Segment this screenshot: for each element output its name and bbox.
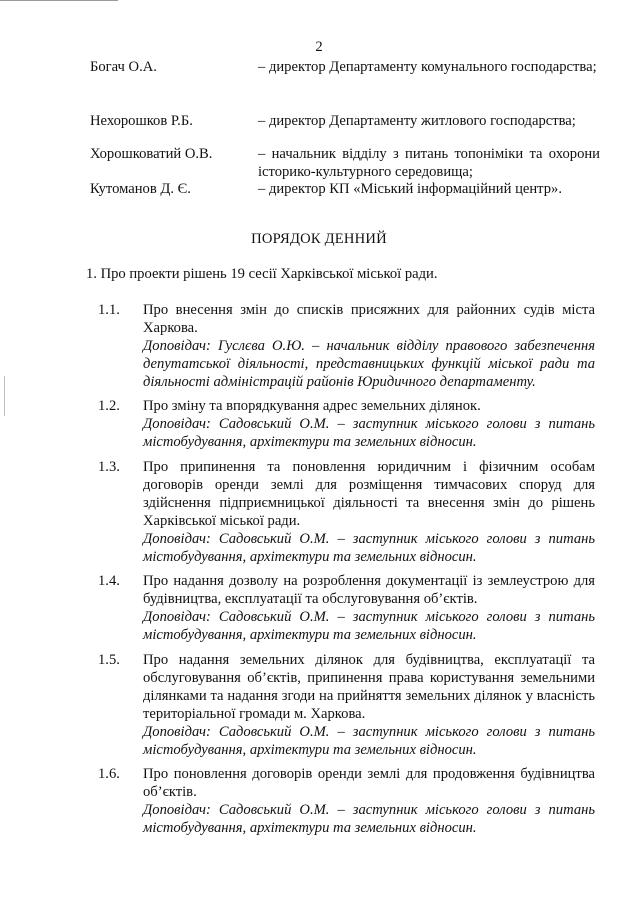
agenda-heading: ПОРЯДОК ДЕННИЙ — [251, 231, 387, 247]
agenda-item-number: 1.3. — [98, 459, 120, 475]
agenda-item-title: Про припинення та поновлення юридичним і фізичним особам договорів оренди землі для розміщення тимчасових споруд для здійснення підприємницької діяльності та внесення змін до рішень Харківської міської ради. — [143, 459, 595, 529]
agenda-item-speaker: Доповідач: Гуслєва О.Ю. – начальник відділу правового забезпечення депутатської діяльності, представницьких функцій міської ради та діяльності адміністрацій районів Юридичного департаменту. — [143, 338, 595, 390]
agenda-item-speaker: Доповідач: Садовський О.М. – заступник міського голови з питань містобудування, архітектури та земельних відносин. — [143, 802, 595, 836]
page-number: 2 — [315, 39, 323, 55]
agenda-item-number: 1.6. — [98, 766, 120, 782]
agenda-item-title: Про надання дозволу на розроблення документації із землеустрою для будівництва, експлуатації та обслуговування об’єктів. — [143, 573, 595, 607]
agenda-section-title: 1. Про проекти рішень 19 сесії Харківської міської ради. — [86, 266, 438, 282]
agenda-item-number: 1.1. — [98, 302, 120, 318]
agenda-item-number: 1.5. — [98, 652, 120, 668]
attendee-role: – директор Департаменту комунального господарства; — [258, 59, 597, 75]
agenda-item-number: 1.4. — [98, 573, 120, 589]
agenda-item-speaker: Доповідач: Садовський О.М. – заступник міського голови з питань містобудування, архітектури та земельних відносин. — [143, 609, 595, 643]
agenda-item-title: Про зміну та впорядкування адрес земельних ділянок. — [143, 398, 481, 414]
agenda-item-title: Про внесення змін до списків присяжних для районних судів міста Харкова. — [143, 302, 595, 336]
attendee-name: Хорошковатий О.В. — [90, 146, 213, 162]
attendee-role: – директор КП «Міський інформаційний центр». — [258, 181, 562, 197]
attendee-role: – начальник відділу з питань топоніміки та охорони історико-культурного середовища; — [258, 146, 600, 180]
agenda-item-speaker: Доповідач: Садовський О.М. – заступник міського голови з питань містобудування, архітектури та земельних відносин. — [143, 724, 595, 758]
agenda-item-title: Про надання земельних ділянок для будівництва, експлуатації та обслуговування об’єктів, припинення права користування земельними ділянками та надання згоди на прийняття земельних ділянок у власність територіальної громади м. Харкова. — [143, 652, 595, 722]
agenda-item-number: 1.2. — [98, 398, 120, 414]
attendee-name: Кутоманов Д. Є. — [90, 181, 191, 197]
agenda-item-speaker: Доповідач: Садовський О.М. – заступник міського голови з питань містобудування, архітектури та земельних відносин. — [143, 416, 595, 450]
attendee-role: – директор Департаменту житлового господарства; — [258, 113, 576, 129]
agenda-item-speaker: Доповідач: Садовський О.М. – заступник міського голови з питань містобудування, архітектури та земельних відносин. — [143, 531, 595, 565]
attendee-name: Богач О.А. — [90, 59, 157, 75]
scan-edge-mark — [4, 376, 5, 416]
attendee-name: Нехорошков Р.Б. — [90, 113, 193, 129]
agenda-item-title: Про поновлення договорів оренди землі для продовження будівництва об’єктів. — [143, 766, 595, 800]
scan-edge-mark — [0, 0, 118, 1]
